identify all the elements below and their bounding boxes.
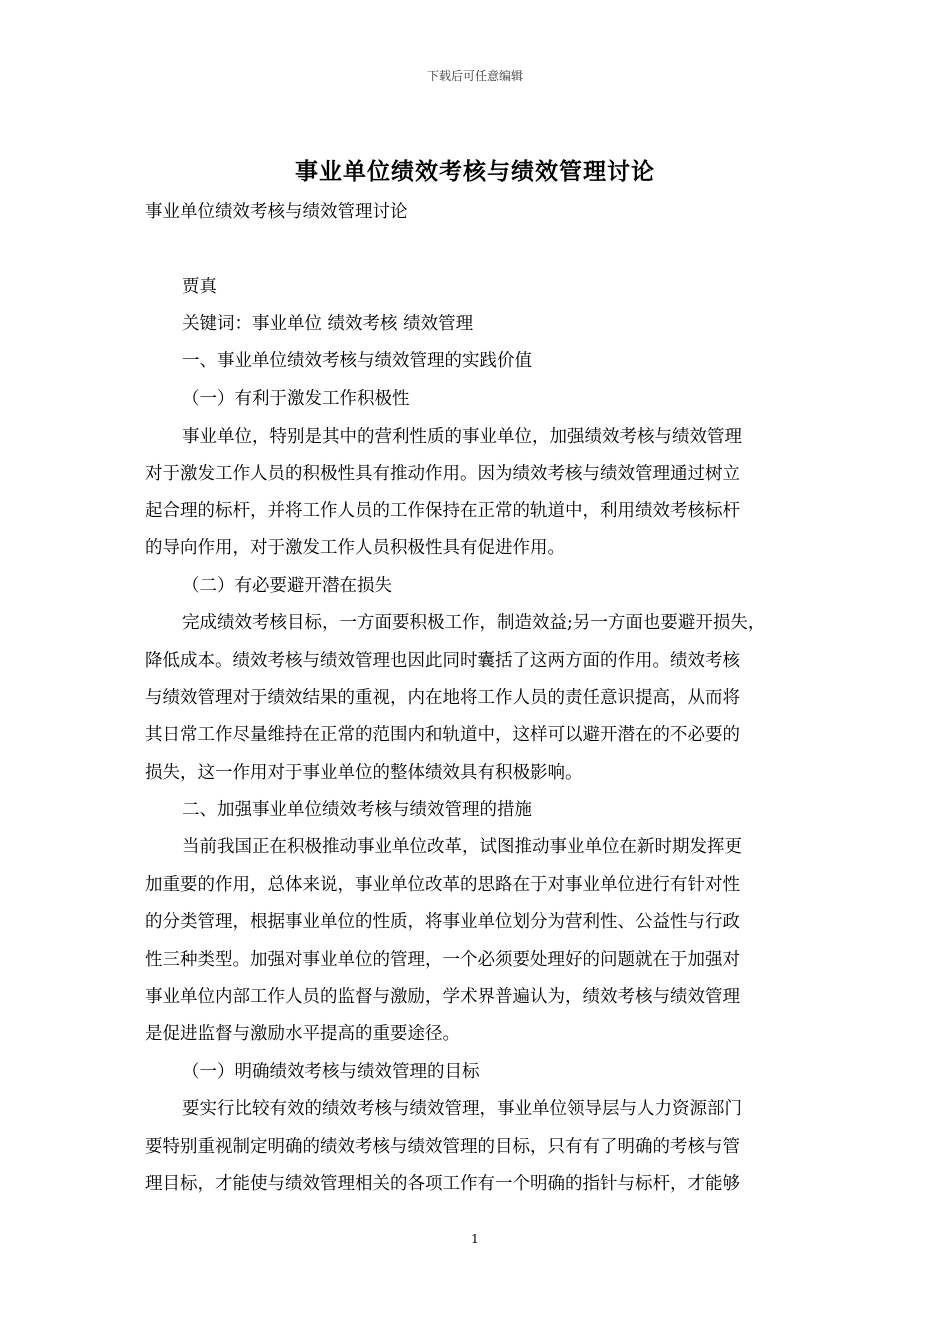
paragraph-line: 降低成本。绩效考核与绩效管理也因此同时囊括了这两方面的作用。绩效考核 (145, 651, 740, 671)
paragraph-line: 性三种类型。加强对事业单位的管理，一个必须要处理好的问题就在于加强对 (145, 950, 740, 970)
subsection-heading: （一）有利于激发工作积极性 (182, 389, 410, 409)
section-heading: 一、事业单位绩效考核与绩效管理的实践价值 (182, 351, 532, 371)
subtitle: 事业单位绩效考核与绩效管理讨论 (145, 202, 408, 222)
paragraph-line: 与绩效管理对于绩效结果的重视，内在地将工作人员的责任意识提高，从而将 (145, 688, 740, 708)
paragraph-line: 事业单位内部工作人员的监督与激励，学术界普遍认为，绩效考核与绩效管理 (145, 987, 740, 1007)
header-note: 下载后可任意编辑 (426, 69, 523, 83)
paragraph-line: 其日常工作尽量维持在正常的范围内和轨道中，这样可以避开潜在的不必要的 (145, 725, 740, 745)
subsection-heading: （一）明确绩效考核与绩效管理的目标 (182, 1062, 480, 1082)
paragraph-line: 完成绩效考核目标，一方面要积极工作，制造效益;另一方面也要避开损失， (182, 613, 766, 633)
paragraph-line: 起合理的标杆，并将工作人员的工作保持在正常的轨道中，利用绩效考核标杆 (145, 501, 740, 521)
paragraph-line: 的分类管理，根据事业单位的性质，将事业单位划分为营利性、公益性与行政 (145, 912, 740, 932)
document-title: 事业单位绩效考核与绩效管理讨论 (295, 158, 655, 185)
paragraph-line: 是促进监督与激励水平提高的重要途径。 (145, 1024, 460, 1044)
page-number: 1 (471, 1232, 479, 1246)
paragraph-line: 损失，这一作用对于事业单位的整体绩效具有积极影响。 (145, 763, 583, 783)
paragraph-line: 当前我国正在积极推动事业单位改革，试图推动事业单位在新时期发挥更 (182, 837, 742, 857)
paragraph-line: 事业单位，特别是其中的营利性质的事业单位，加强绩效考核与绩效管理 (182, 427, 742, 447)
author: 贾真 (182, 277, 217, 297)
paragraph-line: 要特别重视制定明确的绩效考核与绩效管理的目标，只有有了明确的考核与管 (145, 1137, 740, 1157)
subsection-heading: （二）有必要避开潜在损失 (182, 576, 392, 596)
paragraph-line: 理目标，才能使与绩效管理相关的各项工作有一个明确的指针与标杆，才能够 (145, 1174, 740, 1194)
paragraph-line: 的导向作用，对于激发工作人员积极性具有促进作用。 (145, 538, 565, 558)
paragraph-line: 对于激发工作人员的积极性具有推动作用。因为绩效考核与绩效管理通过树立 (145, 464, 740, 484)
paragraph-line: 要实行比较有效的绩效考核与绩效管理，事业单位领导层与人力资源部门 (182, 1099, 742, 1119)
keywords: 关键词：事业单位 绩效考核 绩效管理 (182, 314, 474, 334)
section-heading: 二、加强事业单位绩效考核与绩效管理的措施 (182, 800, 532, 820)
paragraph-line: 加重要的作用，总体来说，事业单位改革的思路在于对事业单位进行有针对性 (145, 875, 740, 895)
